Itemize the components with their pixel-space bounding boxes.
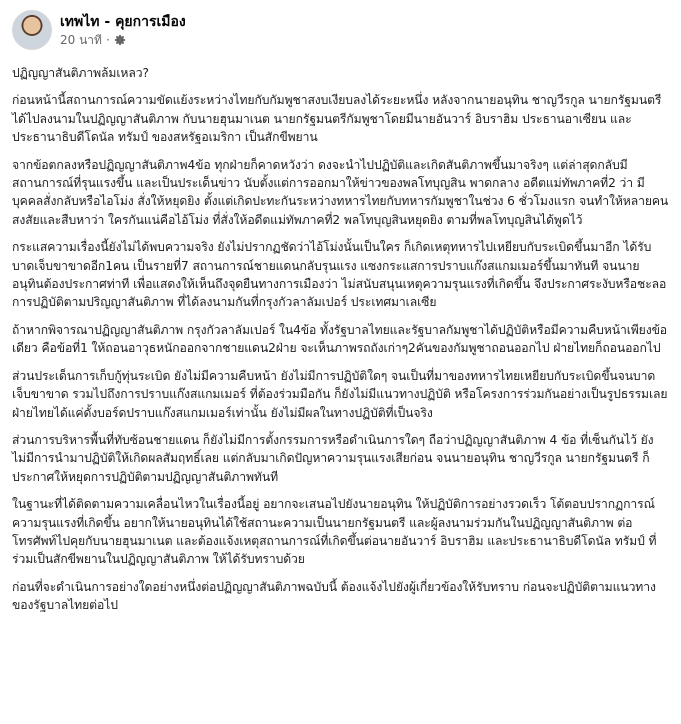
separator-dot: · xyxy=(105,32,110,47)
post-paragraph: ส่วนประเด็นการเก็บกู้ทุ่นระเบิด ยังไม่มีความคืบหน้า ยังไม่มีการปฏิบัติใดๆ จนเป็นที่มาของทหารไทยเหยียบกับระเบิดขึ้นจนบาดเจ็บขาขาด รวมไปถึงการปราบแก๊งสแกมเมอร์ ที่ต้องร่วมมือกัน ก็ยังไม่มีแนวทางปฏิบัติ หรือโครงการร่วมกันอย่างเป็นรูปธรรมเลย ฝ่ายไทยได้แค่ดั้งบอร์ดปราบแก๊งสแกมเมอร์เท่านั้น ยังไม่มีผลในทางปฏิบัติที่เป็นจริง xyxy=(12,368,668,420)
post-paragraph: จากข้อตกลงหรือปฏิญญาสันติภาพ4ข้อ ทุกฝ่ายก็คาดหวังว่า ดงจะนำไปปฏิบัติและเกิดสันติภาพขึ้นมาจริงๆ แต่ล่าสุดกลับมีสถานการณ์ที่รุนแรงขึ้น และเป็นประเด็นข่าว นับตั้งแต่การออกมาให้ข่าวของพลโทบุญสิน พาดกลาง อดีตแม่ทัพภาคที่2 ว่า มีบุคคลสั่งกลับหรือไอโม่ง สั่งให้หยุดยิง ตั้งแต่เกิดปะทะกันระหว่างทหารไทยกับทหารกัมพูชาในช่วง 6 ชั่วโมงแรก จนทำให้หลายคนสงสัยและสืบหาว่า ใครกันแน่คือไอ้โม่ง ที่สั่งให้อดีตแม่ทัพภาคที่2 พลโทบุญสินหยุดยิง ตามที่พลโทบุญสินได้พูดไว้ xyxy=(12,157,669,227)
avatar[interactable] xyxy=(12,10,52,50)
post-paragraph: ก่อนที่จะดำเนินการอย่างใดอย่างหนึ่งต่อปฏิญญาสันติภาพฉบับนี้ ต้องแจ้งไปยังผู้เกี่ยวข้องให้รับทราบ ก่อนจะปฏิบัติตามแนวทางของรัฐบาลไทยต่อไป xyxy=(12,579,656,613)
page-name[interactable]: เทพไท - คุยการเมือง xyxy=(60,13,186,30)
gear-icon-svg xyxy=(114,34,126,46)
post-paragraph-title: ปฏิญญาสันติภาพล้มเหลว? xyxy=(12,66,149,80)
post-timestamp[interactable]: 20 นาที xyxy=(60,32,102,47)
post-header xyxy=(12,0,669,56)
post-content xyxy=(12,64,669,615)
post-meta xyxy=(60,13,186,48)
post-paragraph: ก่อนหน้านี้สถานการณ์ความขัดแย้งระหว่างไทยกับกัมพูชาสงบเงียบลงได้ระยะหนึ่ง หลังจากนายอนุทิน ชาญวีรกูล นายกรัฐมนตรี ได้ไปลงนามในปฏิญญาสันติภาพ กับนายฮุนมาเนต นายกรัฐมนตรีกัมพูชาโดยมีนายอันวาร์ อิบราฮิม ประธานอาเซียน และประธานาธิบดีโดนัล ทรัมป์ ของสหรัฐอเมริกา เป็นสักขีพยาน xyxy=(12,93,662,145)
gear-icon[interactable] xyxy=(114,34,126,46)
post-paragraph: ส่วนการบริหารพื้นที่ทับซ้อนชายแดน ก็ยังไม่มีการตั้งกรรมการหรือดำเนินการใดๆ ถือว่าปฏิญญาสันติภาพ 4 ข้อ ที่เซ็นกันไว้ ยังไม่มีการนำมาปฏิบัติให้เกิดผลสัมฤทธิ์เลย แต่กลับมาเกิดปัญหาความรุนแรงเสียก่อน จนนายอนุทิน ชาญวีรกูล นายกรัฐมนตรี ก็ประกาศให้หยุดการปฏิบัติตามปฏิญญาสันติภาพทันที xyxy=(12,432,654,484)
post-paragraph: ถ้าหากพิจารณาปฏิญญาสันติภาพ กรุงกัวลาลัมเปอร์ ใน4ข้อ ทั้งรัฐบาลไทยและรัฐบาลกัมพูชาได้ปฏิบัติหรือมีความคืบหน้าเพียงข้อเดียว คือข้อที่1 ให้ถอนอาวุธหนักออกจากชายแดน2ฝ่าย จะเห็นภาพรถถังเก่าๆ2คันของกัมพูชาถอนออกไป ฝ่ายไทยก็ถอนออกไป xyxy=(12,322,668,356)
post-subline xyxy=(60,32,186,48)
post-paragraph: ในฐานะที่ได้ติดตามความเคลื่อนไหวในเรื่องนี้อยู่ อยากจะเสนอไปยังนายอนุทิน ให้ปฏิบัติการอย่างรวดเร็ว โต้ตอบปรากฏการณ์ความรุนแรงที่เกิดขึ้น อยากให้นายอนุทินได้ใช้สถานะความเป็นนายกรัฐมนตรี และผู้ลงนามร่วมกันในปฏิญญาสันติภาพ ต่อโทรศัพท์ไปคุยกับนายฮุนมาเนต และต้องแจ้งเหตุสถานการณ์ที่เกิดขึ้นต่อนายอันวาร์ อิบราฮิม และประธานาธิบดีโดนัล ทรัมป์ ที่ร่วมเป็นสักขีพยานในปฏิญญาสันติภาพ ให้ได้รับทราบด้วย xyxy=(12,497,657,567)
post-paragraph: กระแสความเรื่องนี้ยังไม่ได้พบความจริง ยังไม่ปรากฏชัดว่าไอ้โม่งนั้นเป็นใคร ก็เกิดเหตุทหารไปเหยียบกับระเบิดขึ้นมาอีก ได้รับบาดเจ็บขาขาดอีก1คน เป็นรายที่7 สถานการณ์ชายแดนกลับรุนแรง แซงกระแสการปราบแก๊งสแกมเมอร์ขึ้นมาทันที จนนายอนุทินต้องประกาศท่าที เพื่อแสดงให้เห็นถึงจุดยืนทางการเมืองว่า ไม่สนับสนุนเหตุความรุนแรงที่เกิดขึ้น จึงประกาศระงับหรือชะลอการปฏิบัติตามปริญญาสันติภาพ ที่ได้ลงนามกันที่กรุงกัวลาลัมเปอร์ ประเทศมาเลเซีย xyxy=(12,240,667,310)
